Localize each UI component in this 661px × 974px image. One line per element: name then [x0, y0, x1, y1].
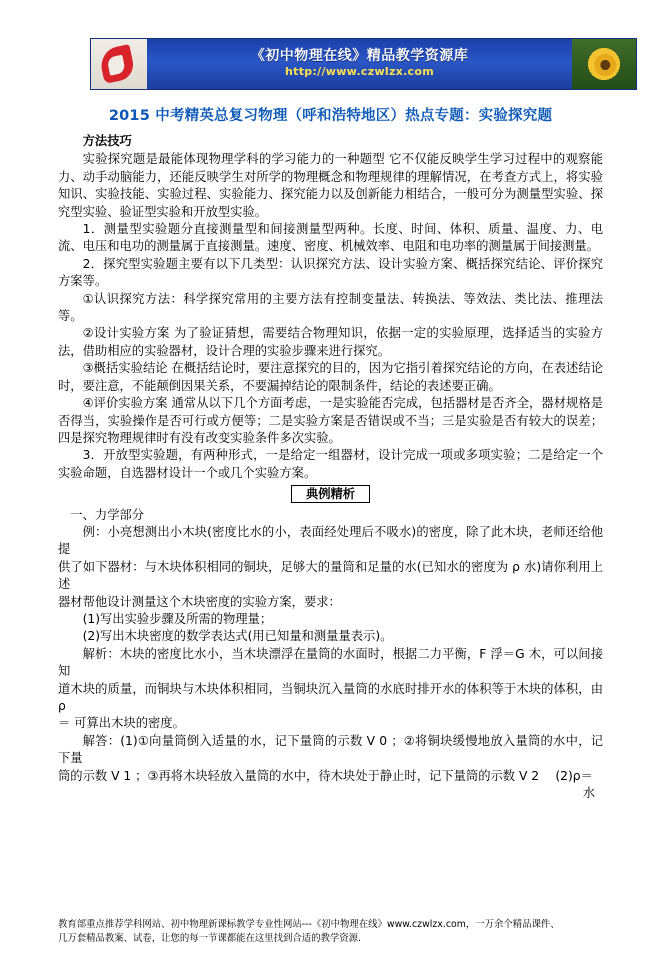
analysis-line: 道木块的质量，而铜块与木块体积相同，当铜块沉入量筒的水底时排开水的体积等于木块的体积，由 ρ	[58, 681, 603, 713]
answer-line: 解答：(1)①向量筒倒入适量的水，记下量筒的示数 V 0 ；②将铜块缓慢地放入量筒的水中，记下量	[58, 733, 603, 766]
section-heading-methods: 方法技巧	[82, 134, 132, 148]
answer-line-sub: 水	[582, 786, 595, 801]
flame-logo-icon	[91, 39, 147, 89]
paragraph: 3．开放型实验题，有两种形式，一是给定一组器材，设计完成一项或多项实验；二是给定一个实验命题，自选器材设计一个或几个实验方案。	[58, 448, 603, 480]
analysis-line: 解析：木块的密度比水小，当木块漂浮在量筒的水面时，根据二力平衡，F 浮＝G 木，可以间接知	[58, 646, 603, 679]
banner-title: 《初中物理在线》精品教学资源库	[250, 47, 469, 64]
section-heading-examples: 典例精析	[291, 485, 370, 503]
section-heading-examples-box	[58, 485, 603, 503]
paragraph: ④评价实验方案 通常从以下几个方面考虑，一是实验能否完成，包括器材是否齐全，器材规格是否得当，实验操作是否可行或方便等；二是实验方案是否错误或不当；三是实验是否有较大的误差；四是探究物理规律时有没有改变实验条件多次实验。	[58, 396, 603, 445]
analysis-line: ＝ 可算出木块的密度。	[58, 716, 185, 731]
site-banner	[90, 38, 637, 90]
flame-shape	[98, 44, 136, 84]
document-page	[0, 38, 661, 974]
document-body	[58, 133, 603, 802]
example-line: 供了如下器材：与木块体积相同的铜块，足够大的量筒和足量的水(已知水的密度为 ρ 水)请你利用上述	[58, 559, 603, 592]
footer-line-2: 几万套精品教案、试卷，让您的每一节课都能在这里找到合适的教学资源.	[58, 933, 361, 944]
footer-line-1: 教育部重点推荐学科网站、初中物理新课标教学专业性网站---《初中物理在线》www.czwlzx.com，一万余个精品课件、	[58, 919, 560, 930]
example-line: (2)写出木块密度的数学表达式(用已知量和测量量表示)。	[82, 629, 393, 644]
paragraph: ③概括实验结论 在概括结论时，要注意探究的目的，因为它指引着探究结论的方向，在表述结论时，要注意，不能颠倒因果关系，不要漏掉结论的限制条件，结论的表述要正确。	[58, 361, 603, 393]
banner-text	[147, 48, 572, 81]
answer-line: 筒的示数 V 1 ；③再将木块轻放入量筒的水中，待木块处于静止时，记下量筒的示数 V 2 (2)ρ＝	[58, 768, 593, 783]
page-footer	[58, 918, 621, 946]
paragraph: ②设计实验方案 为了验证猜想，需要结合物理知识，依据一定的实验原理，选择适当的实验方法，借助相应的实验器材，设计合理的实验步骤来进行探究。	[58, 326, 603, 358]
paragraph: 2．探究型实验题主要有以下几类型：认识探究方法、设计实验方案、概括探究结论、评价探究方案等。	[58, 256, 603, 289]
banner-url: http://www.czwlzx.com	[285, 64, 434, 78]
example-line: 器材帮他设计测量这个木块密度的实验方案，要求：	[58, 594, 341, 609]
example-line: 例：小亮想测出小木块(密度比水的小，表面经处理后不吸水)的密度，除了此木块，老师还给他提	[58, 524, 603, 557]
part-heading: 一、力学部分	[70, 507, 145, 522]
paragraph: 1．测量型实验题分直接测量型和间接测量型两种。长度、时间、体积、质量、温度、力、电流、电压和电功的测量属于直接测量。速度、密度、机械效率、电阻和电功率的测量属于间接测量。	[58, 222, 603, 254]
paragraph: ①认识探究方法：科学探究常用的主要方法有控制变量法、转换法、等效法、类比法、推理法等。	[58, 291, 603, 324]
paragraph: 实验探究题是最能体现物理学科的学习能力的一种题型 它不仅能反映学生学习过程中的观察能力、动手动脑能力，还能反映学生对所学的物理概念和物理规律的理解情况，在考查方式上，将实验知识、实验技能、实验过程、实验能力、探究能力以及创新能力相结合，一般可分为测量型实验、探究型实验、验证型实验和开放型实验。	[58, 152, 603, 219]
page-title: 2015 中考精英总复习物理（呼和浩特地区）热点专题：实验探究题	[108, 108, 553, 124]
example-line: (1)写出实验步骤及所需的物理量；	[82, 611, 273, 626]
sunflower-icon	[572, 39, 636, 89]
